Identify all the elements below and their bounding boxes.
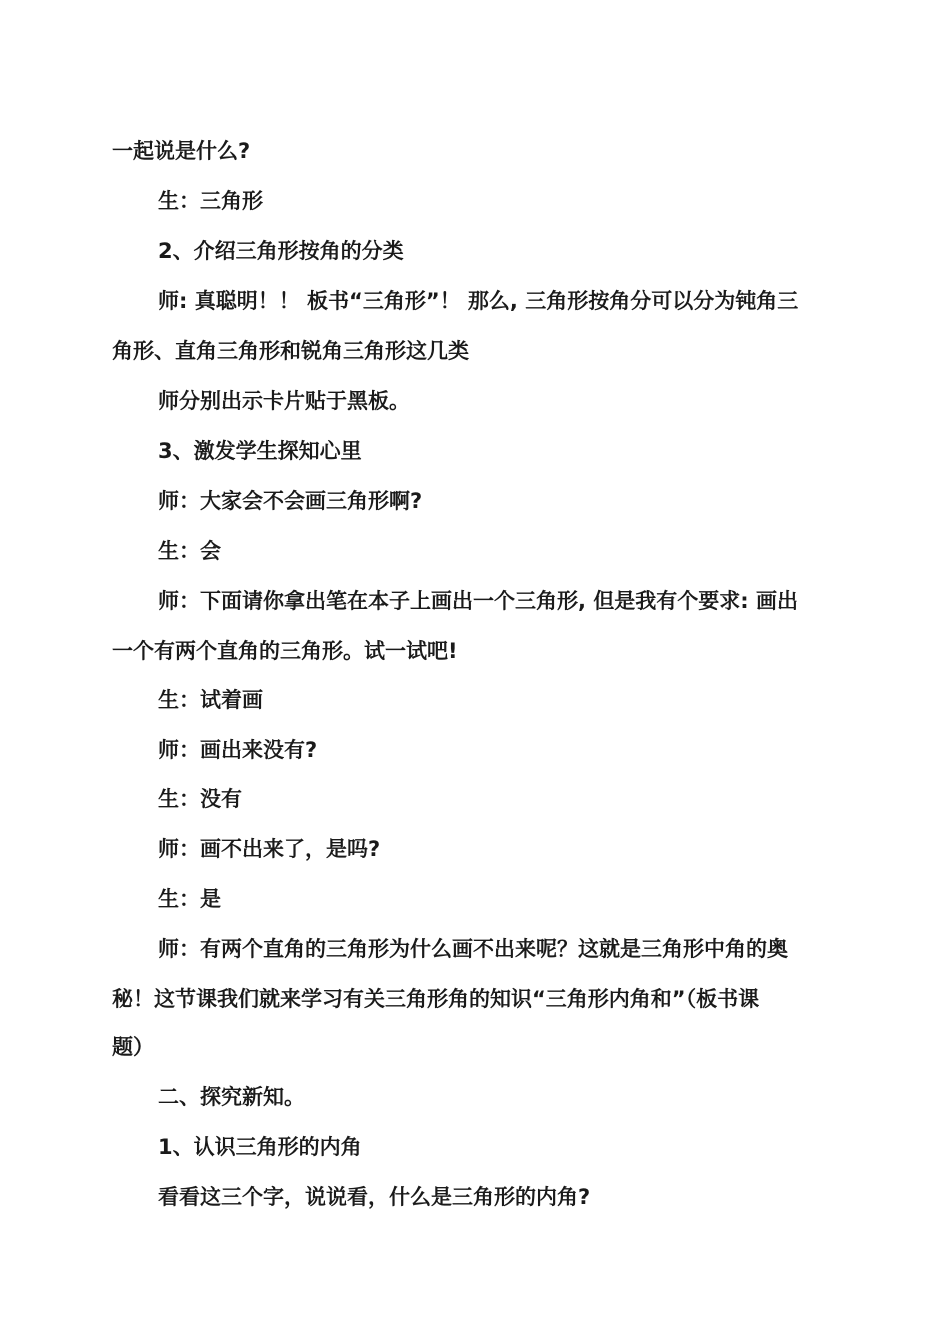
text-line: 秘！这节课我们就来学习有关三角形角的知识“三角形内角和”（板书课 bbox=[112, 987, 760, 1011]
section-heading: 1、认识三角形的内角 bbox=[158, 1135, 362, 1159]
text-line: 生：三角形 bbox=[158, 189, 263, 213]
text-line: 看看这三个字，说说看，什么是三角形的内角? bbox=[158, 1185, 591, 1209]
text-line: 师：画出来没有? bbox=[158, 738, 318, 762]
text-line: 一起说是什么? bbox=[112, 139, 251, 163]
text-line: 师分别出示卡片贴于黑板。 bbox=[158, 389, 410, 413]
text-line: 师: 真聪明！！ 板书“三角形”！ 那么, 三角形按角分可以分为钝角三 bbox=[158, 289, 799, 313]
text-line: 角形、直角三角形和锐角三角形这几类 bbox=[112, 339, 469, 363]
section-heading: 2、介绍三角形按角的分类 bbox=[158, 239, 404, 263]
text-line: 生：会 bbox=[158, 539, 221, 563]
text-line: 师：画不出来了，是吗? bbox=[158, 837, 381, 861]
section-heading: 3、激发学生探知心里 bbox=[158, 439, 362, 463]
text-line: 师：下面请你拿出笔在本子上画出一个三角形, 但是我有个要求: 画出 bbox=[158, 589, 798, 613]
text-line: 师：大家会不会画三角形啊? bbox=[158, 489, 423, 513]
text-line: 师：有两个直角的三角形为什么画不出来呢？这就是三角形中角的奥 bbox=[158, 937, 788, 961]
text-line: 生：是 bbox=[158, 887, 221, 911]
text-line: 一个有两个直角的三角形。试一试吧! bbox=[112, 639, 458, 663]
text-line: 题） bbox=[112, 1035, 154, 1059]
section-heading: 二、探究新知。 bbox=[158, 1085, 305, 1109]
text-line: 生：没有 bbox=[158, 787, 242, 811]
text-line: 生：试着画 bbox=[158, 688, 263, 712]
